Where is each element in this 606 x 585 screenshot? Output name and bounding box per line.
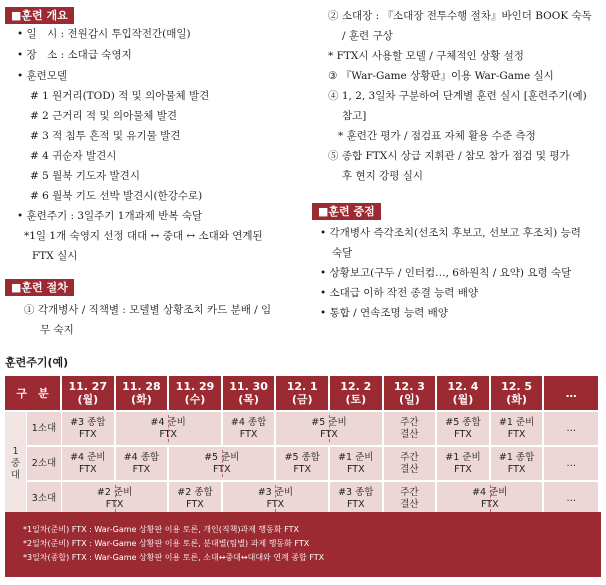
model-4-line: # 4 귀순자 발견시 [30, 150, 117, 162]
schedule-cell: 주간 결산 [384, 482, 436, 515]
procedure-step-4-line-2: 참고] [342, 110, 367, 122]
header-date-text: 12. 1 [286, 380, 318, 393]
header-date-text: 11. 28 [122, 380, 161, 393]
schedule-cell: #5 준비 FTX [169, 447, 274, 480]
header-day-text: (금) [291, 393, 313, 406]
header-date-text: 11. 29 [175, 380, 215, 393]
schedule-cell: #3 준비 FTX [223, 482, 328, 515]
schedule-cell: #2 준비 FTX [62, 482, 167, 515]
footnote-day2: *2일차(준비) FTX : War-Game 상황판 이용 토론, 분대별(팀별) 과제 행동화 FTX [23, 539, 310, 548]
model-1-line: # 1 원거리(TOD) 적 및 의아물체 발견 [30, 90, 210, 102]
schedule-cell: #4 준비 FTX [62, 447, 114, 480]
procedure-step-4-note: * 훈련간 평가 / 점검표 자체 활용 수준 측정 [338, 130, 536, 142]
schedule-cell: #3 종합 FTX [330, 482, 382, 515]
header-day-text: (목) [238, 393, 259, 406]
day-divider [329, 415, 330, 442]
schedule-header-date [330, 376, 382, 410]
section-header-overview: ■훈련 개요 [5, 7, 74, 24]
focus-line-5: • 통합 / 연속조명 능력 배양 [320, 307, 448, 319]
header-day-text: (화) [506, 393, 527, 406]
overview-place-line: • 장 소 : 소대급 숙영지 [17, 49, 132, 61]
header-day-text: (월) [77, 393, 99, 406]
schedule-cell: #4 종합 FTX [223, 412, 275, 445]
overview-models-heading: • 훈련모델 [17, 70, 68, 82]
day-divider [222, 450, 223, 477]
schedule-cell: #1 준비 FTX [491, 412, 543, 445]
footnote-day3: *3일차(종합) FTX : War-Game 상황판 이용 토론, 소대↔중대↔대대와 연계 종합 FTX [23, 553, 325, 562]
footnote-day1: *1일차(준비) FTX : War-Game 상황판 이용 토론, 개인(직책)과제 행동화 FTX [23, 525, 299, 534]
schedule-header-date [384, 376, 436, 410]
schedule-cell: #1 준비 FTX [330, 447, 382, 480]
schedule-header-date [276, 376, 328, 410]
header-day-text: (토) [345, 393, 367, 406]
schedule-cell: #2 종합 FTX [169, 482, 221, 515]
focus-line-2: 숙달 [332, 247, 353, 259]
header-day-text: (일) [399, 393, 420, 406]
schedule-cell: #5 준비 FTX [276, 412, 381, 445]
schedule-header-date [169, 376, 221, 410]
focus-line-3: • 상황보고(구두 / 인터컴…, 6하원칙 / 요약) 요령 숙달 [320, 267, 572, 279]
model-5-line: # 5 월북 기도자 발견시 [30, 170, 140, 182]
header-date-text: 11. 27 [68, 380, 108, 393]
schedule-header-date [491, 376, 543, 410]
schedule-row-label: 3소대 [27, 482, 61, 515]
procedure-step-2-line-2: / 훈련 구상 [342, 30, 393, 42]
procedure-step-3-line: ③ 『War-Game 상황판』이용 War-Game 실시 [328, 70, 554, 82]
procedure-step-4-line-1: ④ 1, 2, 3일차 구분하여 단계별 훈련 실시 [훈련주기(예) [328, 90, 587, 102]
schedule-cell: #3 종합 FTX [62, 412, 114, 445]
schedule-title: 훈련주기(예) [5, 356, 69, 369]
schedule-header-date [116, 376, 168, 410]
procedure-step-5-line-2: 후 현지 강평 실시 [342, 170, 424, 182]
day-divider [115, 485, 116, 512]
schedule-cell: #5 종합 FTX [437, 412, 489, 445]
header-day-text: (월) [452, 393, 474, 406]
overview-cycle-line: • 훈련주기 : 3일주기 1개과제 반복 숙달 [17, 210, 203, 222]
schedule-cell: … [544, 412, 598, 445]
schedule-header-more: … [544, 376, 598, 410]
schedule-cell: … [544, 482, 598, 515]
schedule-header-date [62, 376, 114, 410]
schedule-header-date [437, 376, 489, 410]
overview-note-line-2: FTX 실시 [32, 250, 78, 262]
schedule-cell: #1 준비 FTX [437, 447, 489, 480]
model-6-line: # 6 월북 기도 선박 발견시(한강수로) [30, 190, 203, 202]
model-3-line: # 3 적 침투 흔적 및 유기물 발견 [30, 130, 181, 142]
schedule-cell: #4 준비 FTX [116, 412, 221, 445]
focus-line-1: • 각개병사 즉각조치(선조치 후보고, 선보고 후조치) 능력 [320, 227, 581, 239]
header-date-text: 11. 30 [229, 380, 268, 393]
schedule-header-date [223, 376, 275, 410]
procedure-step-2-line-1: ② 소대장 : 『소대장 전투수행 절차』바인더 BOOK 숙독 [328, 10, 592, 22]
focus-line-4: • 소대급 이하 작전 종결 능력 배양 [320, 287, 479, 299]
schedule-cell: #4 종합 FTX [116, 447, 168, 480]
header-day-text: (화) [131, 393, 152, 406]
model-2-line: # 2 근거리 적 및 의아물체 발견 [30, 110, 178, 122]
procedure-step-2-note: * FTX시 사용할 모델 / 구체적인 상황 설정 [328, 50, 524, 62]
overview-note-line-1: *1일 1개 숙영지 선정 대대 ↔ 중대 ↔ 소대와 연계된 [24, 230, 263, 242]
day-divider [168, 415, 169, 442]
header-date-text: 12. 3 [393, 380, 425, 393]
day-divider [490, 485, 491, 512]
procedure-line-2: 무 숙지 [40, 324, 74, 336]
schedule-cell: #1 종합 FTX [491, 447, 543, 480]
header-date-text: 12. 5 [501, 380, 533, 393]
section-header-procedure: ■훈련 절차 [5, 279, 74, 296]
overview-date-line: • 일 시 : 전원감시 투입작전간(매일) [17, 28, 191, 40]
schedule-row-label: 1소대 [27, 412, 61, 445]
section-header-focus: ■훈련 중점 [312, 203, 381, 220]
schedule-cell: 주간 결산 [384, 447, 436, 480]
procedure-step-5-line-1: ⑤ 종합 FTX시 상급 지휘관 / 참모 참가 점검 및 평가 [328, 150, 570, 162]
schedule-group-label: 1 중 대 [5, 412, 26, 515]
footnote-box [5, 512, 601, 577]
schedule-cell: 주간 결산 [384, 412, 436, 445]
procedure-line-1: ① 각개병사 / 직책별 : 모델별 상황조치 카드 분배 / 임 [24, 304, 272, 316]
schedule-cell: #5 종합 FTX [276, 447, 328, 480]
schedule-row-label: 2소대 [27, 447, 61, 480]
header-day-text: (수) [184, 393, 206, 406]
header-date-text: 12. 2 [340, 380, 372, 393]
day-divider [275, 485, 276, 512]
schedule-header-label: 구 분 [5, 376, 60, 410]
schedule-cell: … [544, 447, 598, 480]
header-date-text: 12. 4 [447, 380, 479, 393]
schedule-cell: #4 준비 FTX [437, 482, 542, 515]
